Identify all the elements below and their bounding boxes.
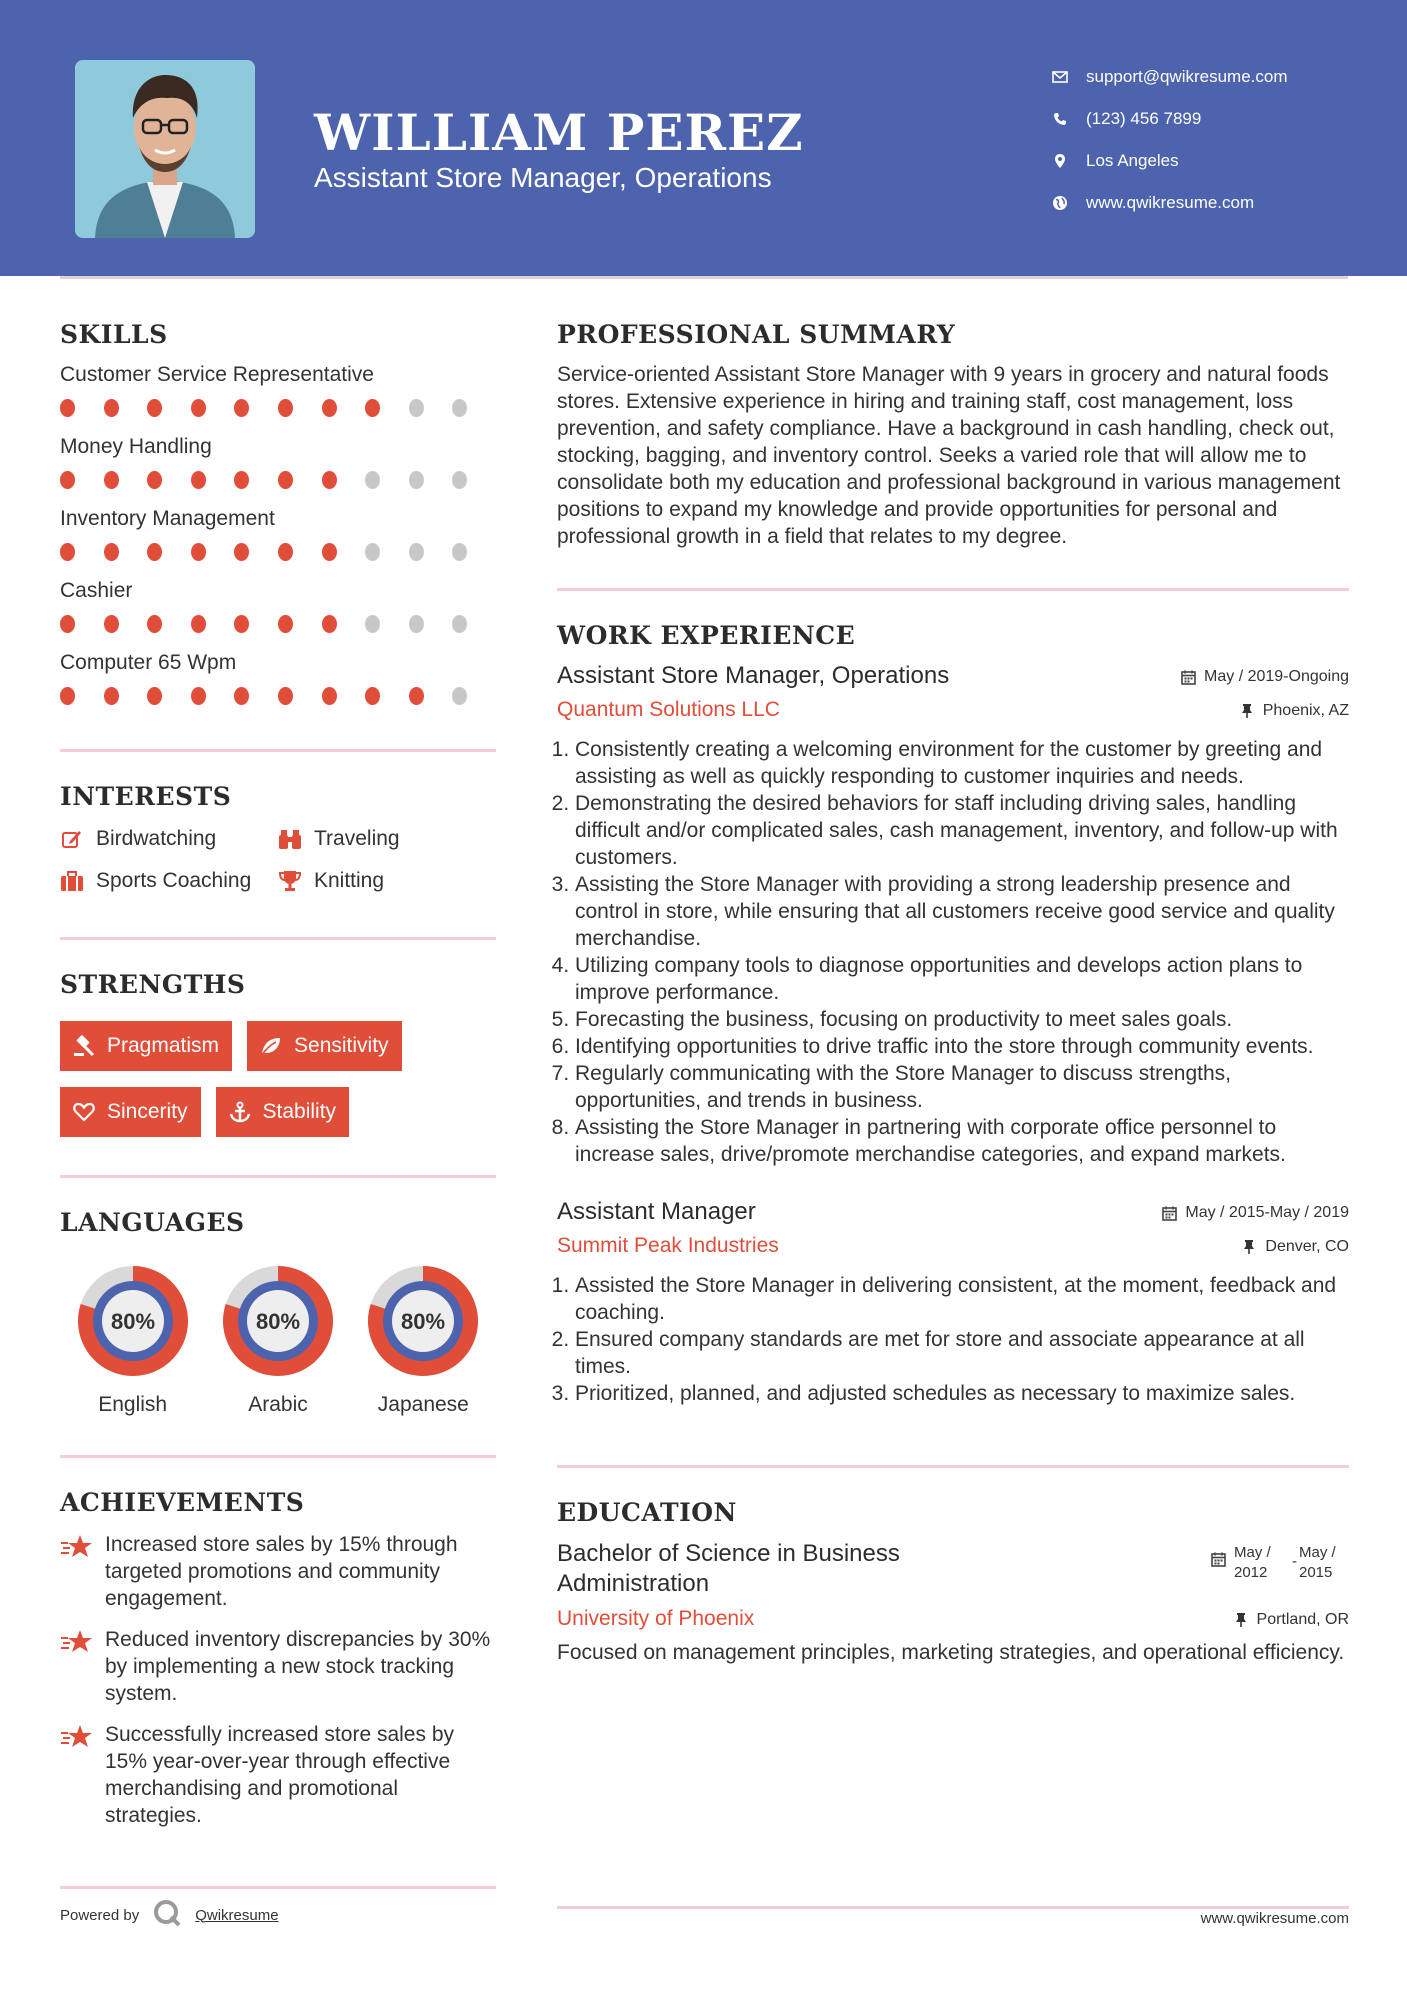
rating-dot-filled — [322, 399, 337, 417]
rating-dot-filled — [234, 687, 249, 705]
header-banner — [0, 0, 1407, 276]
calendar-icon — [1210, 1551, 1226, 1567]
interest-item — [60, 827, 278, 851]
language-ring — [71, 1259, 195, 1383]
rating-dot-filled — [60, 615, 75, 633]
skill-name: Computer 65 Wpm — [60, 651, 237, 674]
footer-divider-right — [557, 1906, 1349, 1909]
rating-dot-empty — [452, 399, 467, 417]
section-divider — [557, 588, 1349, 591]
rating-dot-filled — [60, 399, 75, 417]
left-column — [60, 320, 496, 1829]
binoculars-icon — [278, 827, 302, 851]
strengths-section — [60, 970, 496, 1137]
job-bullet: 2. Demonstrating the desired behaviors for staff including driving sales, handling difficult and/or complicated sales, cash management, inventory, and follow-up with customers. — [575, 790, 1349, 871]
contact-location — [1050, 140, 1288, 182]
language-name: Japanese — [377, 1393, 469, 1416]
job-entry — [557, 1198, 1349, 1407]
pushpin-icon — [1233, 1612, 1249, 1628]
skill-rating — [60, 615, 496, 633]
star-icon — [60, 1533, 94, 1612]
interest-label: Knitting — [314, 869, 385, 892]
skills-title: SKILLS — [60, 320, 168, 349]
rating-dot-filled — [322, 471, 337, 489]
job-location — [1239, 702, 1349, 720]
map-pin-icon — [1050, 151, 1070, 171]
job-title: Assistant Manager — [557, 1198, 756, 1225]
strength-label: Stability — [262, 1100, 337, 1123]
rating-dot-filled — [191, 687, 206, 705]
footer-divider-left — [60, 1886, 496, 1889]
strength-tag — [247, 1021, 402, 1071]
achievement-text: Reduced inventory discrepancies by 30% by implementing a new stock tracking system. — [105, 1628, 491, 1705]
language-name: English — [98, 1393, 168, 1416]
education-description: Focused on management principles, marketing strategies, and operational efficiency. — [557, 1641, 1345, 1664]
rating-dot-empty — [365, 543, 380, 561]
experience-section — [557, 621, 1349, 1407]
skill-name: Inventory Management — [60, 507, 275, 530]
language-item — [60, 1259, 205, 1417]
education-location — [1233, 1611, 1349, 1629]
education-end-date: May / 2015 — [1299, 1544, 1336, 1581]
rating-dot-filled — [365, 687, 380, 705]
rating-dot-empty — [365, 471, 380, 489]
language-percent: 80% — [255, 1309, 301, 1334]
achievement-item — [60, 1721, 496, 1829]
rating-dot-empty — [452, 471, 467, 489]
pencil-square-icon — [60, 827, 84, 851]
job-bullet: 4. Utilizing company tools to diagnose opportunities and develops action plans to improve performance. — [575, 952, 1349, 1006]
company-name: Summit Peak Industries — [557, 1234, 779, 1257]
strength-label: Pragmatism — [107, 1034, 220, 1057]
interest-label: Traveling — [314, 827, 400, 850]
company-name: Quantum Solutions LLC — [557, 698, 780, 721]
rating-dot-empty — [409, 399, 424, 417]
skill-name: Cashier — [60, 579, 133, 602]
strength-label: Sincerity — [107, 1100, 188, 1123]
contact-email[interactable] — [1050, 56, 1288, 98]
job-dates-text: May / 2015-May / 2019 — [1185, 1204, 1349, 1221]
achievement-text: Successfully increased store sales by 15% year-over-year through effective merchandising and promotional strategies. — [105, 1723, 454, 1827]
skill-item — [60, 651, 496, 705]
languages-section — [60, 1208, 496, 1417]
job-location-text: Denver, CO — [1265, 1238, 1349, 1255]
interests-title: INTERESTS — [60, 782, 232, 811]
achievement-item — [60, 1626, 496, 1707]
rating-dot-filled — [104, 471, 119, 489]
rating-dot-filled — [147, 687, 162, 705]
calendar-icon — [1161, 1205, 1177, 1221]
skill-item — [60, 507, 496, 561]
rating-dot-empty — [452, 543, 467, 561]
job-bullet: 6. Identifying opportunities to drive traffic into the store through community events. — [575, 1033, 1349, 1060]
contact-email-text: support@qwikresume.com — [1086, 67, 1288, 86]
skill-item — [60, 363, 496, 417]
qwikresume-logo-icon — [153, 1899, 181, 1931]
rating-dot-filled — [234, 471, 249, 489]
language-ring — [216, 1259, 340, 1383]
job-bullets — [557, 736, 1349, 1168]
contact-phone[interactable] — [1050, 98, 1288, 140]
experience-title: WORK EXPERIENCE — [557, 621, 856, 650]
profile-photo — [75, 60, 255, 238]
briefcase-icon — [60, 869, 84, 893]
section-divider — [557, 1465, 1349, 1468]
language-ring — [361, 1259, 485, 1383]
leaf-icon — [260, 1035, 282, 1057]
language-name: Arabic — [248, 1393, 308, 1416]
footer-site[interactable]: www.qwikresume.com — [1200, 1910, 1349, 1927]
skill-item — [60, 579, 496, 633]
envelope-icon — [1050, 67, 1070, 87]
rating-dot-filled — [104, 687, 119, 705]
section-divider — [60, 1455, 496, 1458]
rating-dot-filled — [322, 687, 337, 705]
interest-item — [278, 827, 478, 851]
rating-dot-filled — [365, 399, 380, 417]
rating-dot-filled — [234, 615, 249, 633]
rating-dot-filled — [147, 399, 162, 417]
rating-dot-filled — [278, 615, 293, 633]
qwikresume-link[interactable]: Qwikresume — [195, 1906, 279, 1924]
rating-dot-filled — [60, 543, 75, 561]
strength-label: Sensitivity — [294, 1034, 389, 1057]
job-dates — [1161, 1204, 1349, 1222]
job-bullets — [557, 1272, 1349, 1407]
job-dates-text: May / 2019-Ongoing — [1204, 668, 1349, 685]
summary-text: Service-oriented Assistant Store Manager with 9 years in grocery and natural foods stores. Extensive experience in hiring and training staff, cost management, loss prevention, and safety compliance. Have a background in cash handling, check out, stocking, bagging, and inventory control. Seeks a varied role that will allow me to consolidate both my education and professional background in various management positions to expand my knowledge and provide opportunities for personal and professional growth in a field that relates to my degree. — [557, 363, 1341, 548]
language-percent: 80% — [110, 1309, 155, 1334]
job-bullet: 5. Forecasting the business, focusing on productivity to meet sales goals. — [575, 1006, 1349, 1033]
job-bullet: 8. Assisting the Store Manager in partnering with corporate office personnel to increase sales, drive/promote merchandise categories, and expand markets. — [575, 1114, 1349, 1168]
rating-dot-filled — [409, 687, 424, 705]
language-item — [205, 1259, 350, 1417]
rating-dot-filled — [147, 615, 162, 633]
skill-rating — [60, 471, 496, 489]
job-entry — [557, 662, 1349, 1168]
strength-tag — [60, 1087, 201, 1137]
star-icon — [60, 1723, 94, 1829]
strengths-title: STRENGTHS — [60, 970, 246, 999]
skill-name: Customer Service Representative — [60, 363, 374, 386]
skill-name: Money Handling — [60, 435, 212, 458]
rating-dot-filled — [191, 471, 206, 489]
rating-dot-filled — [147, 543, 162, 561]
summary-section — [557, 320, 1349, 550]
rating-dot-empty — [452, 615, 467, 633]
education-dates — [1210, 1543, 1349, 1583]
language-percent: 80% — [401, 1309, 446, 1334]
education-date-separator: - — [1292, 1553, 1297, 1570]
interest-label: Birdwatching — [96, 827, 217, 850]
contact-website[interactable] — [1050, 182, 1288, 224]
rating-dot-filled — [234, 543, 249, 561]
rating-dot-empty — [409, 471, 424, 489]
rating-dot-filled — [60, 687, 75, 705]
summary-title: PROFESSIONAL SUMMARY — [557, 320, 956, 349]
rating-dot-empty — [409, 543, 424, 561]
heart-icon — [73, 1101, 95, 1123]
rating-dot-empty — [452, 687, 467, 705]
job-bullet: 3. Prioritized, planned, and adjusted schedules as necessary to maximize sales. — [575, 1380, 1349, 1407]
education-section — [557, 1498, 1349, 1666]
globe-icon — [1050, 193, 1070, 213]
interest-item — [60, 869, 278, 893]
pushpin-icon — [1241, 1239, 1257, 1255]
strength-tag — [60, 1021, 232, 1071]
job-location — [1241, 1238, 1349, 1256]
trophy-icon — [278, 869, 302, 893]
achievements-section — [60, 1488, 496, 1829]
rating-dot-filled — [278, 399, 293, 417]
job-bullet: 3. Assisting the Store Manager with providing a strong leadership presence and control in store, while ensuring that all customers receive good service and quality merchandise. — [575, 871, 1349, 952]
interests-section — [60, 782, 496, 893]
interest-item — [278, 869, 478, 893]
pushpin-icon — [1239, 703, 1255, 719]
contact-list — [1050, 56, 1288, 224]
interest-label: Sports Coaching — [96, 869, 252, 892]
contact-website-text: www.qwikresume.com — [1086, 193, 1255, 212]
achievement-item — [60, 1531, 496, 1612]
gavel-icon — [73, 1035, 95, 1057]
school-name: University of Phoenix — [557, 1607, 755, 1630]
rating-dot-empty — [409, 615, 424, 633]
candidate-name: WILLIAM PEREZ — [314, 103, 804, 162]
rating-dot-filled — [322, 543, 337, 561]
language-item — [351, 1259, 496, 1417]
contact-phone-text: (123) 456 7899 — [1086, 109, 1202, 128]
skill-item — [60, 435, 496, 489]
degree-title: Bachelor of Science in Business Administration — [557, 1540, 900, 1597]
achievements-title: ACHIEVEMENTS — [60, 1488, 305, 1517]
header-divider — [60, 276, 1348, 279]
rating-dot-filled — [278, 543, 293, 561]
star-icon — [60, 1628, 94, 1707]
powered-by — [60, 1899, 279, 1931]
rating-dot-filled — [278, 471, 293, 489]
languages-title: LANGUAGES — [60, 1208, 245, 1237]
job-bullet: 1. Assisted the Store Manager in delivering consistent, at the moment, feedback and coaching. — [575, 1272, 1349, 1326]
job-bullet: 2. Ensured company standards are met for store and associate appearance at all times. — [575, 1326, 1349, 1380]
job-dates — [1180, 668, 1349, 686]
rating-dot-filled — [234, 399, 249, 417]
education-location-text: Portland, OR — [1256, 1611, 1349, 1628]
rating-dot-filled — [191, 543, 206, 561]
rating-dot-filled — [278, 687, 293, 705]
section-divider — [60, 937, 496, 940]
rating-dot-empty — [365, 615, 380, 633]
rating-dot-filled — [60, 471, 75, 489]
phone-icon — [1050, 109, 1070, 129]
rating-dot-filled — [191, 399, 206, 417]
anchor-icon — [229, 1101, 251, 1123]
skill-rating — [60, 687, 496, 705]
job-location-text: Phoenix, AZ — [1262, 702, 1349, 719]
rating-dot-filled — [322, 615, 337, 633]
education-start-date: May / 2012 — [1234, 1544, 1271, 1581]
skill-rating — [60, 399, 496, 417]
rating-dot-filled — [104, 615, 119, 633]
skills-section — [60, 320, 496, 705]
rating-dot-filled — [104, 543, 119, 561]
job-bullet: 7. Regularly communicating with the Store Manager to discuss strengths, opportunities, and trends in business. — [575, 1060, 1349, 1114]
right-column — [557, 320, 1349, 1666]
rating-dot-filled — [147, 471, 162, 489]
section-divider — [60, 749, 496, 752]
section-divider — [60, 1175, 496, 1178]
skill-rating — [60, 543, 496, 561]
rating-dot-filled — [191, 615, 206, 633]
education-title: EDUCATION — [557, 1498, 737, 1527]
job-bullet: 1. Consistently creating a welcoming environment for the customer by greeting and assisting as well as quickly responding to customer inquiries and needs. — [575, 736, 1349, 790]
strength-tag — [216, 1087, 350, 1137]
job-title: Assistant Store Manager, Operations — [557, 662, 950, 689]
candidate-title: Assistant Store Manager, Operations — [314, 162, 772, 193]
calendar-icon — [1180, 669, 1196, 685]
rating-dot-filled — [104, 399, 119, 417]
achievement-text: Increased store sales by 15% through targeted promotions and community engagement. — [105, 1533, 458, 1610]
contact-location-text: Los Angeles — [1086, 151, 1179, 170]
powered-by-label: Powered by — [60, 1906, 140, 1924]
